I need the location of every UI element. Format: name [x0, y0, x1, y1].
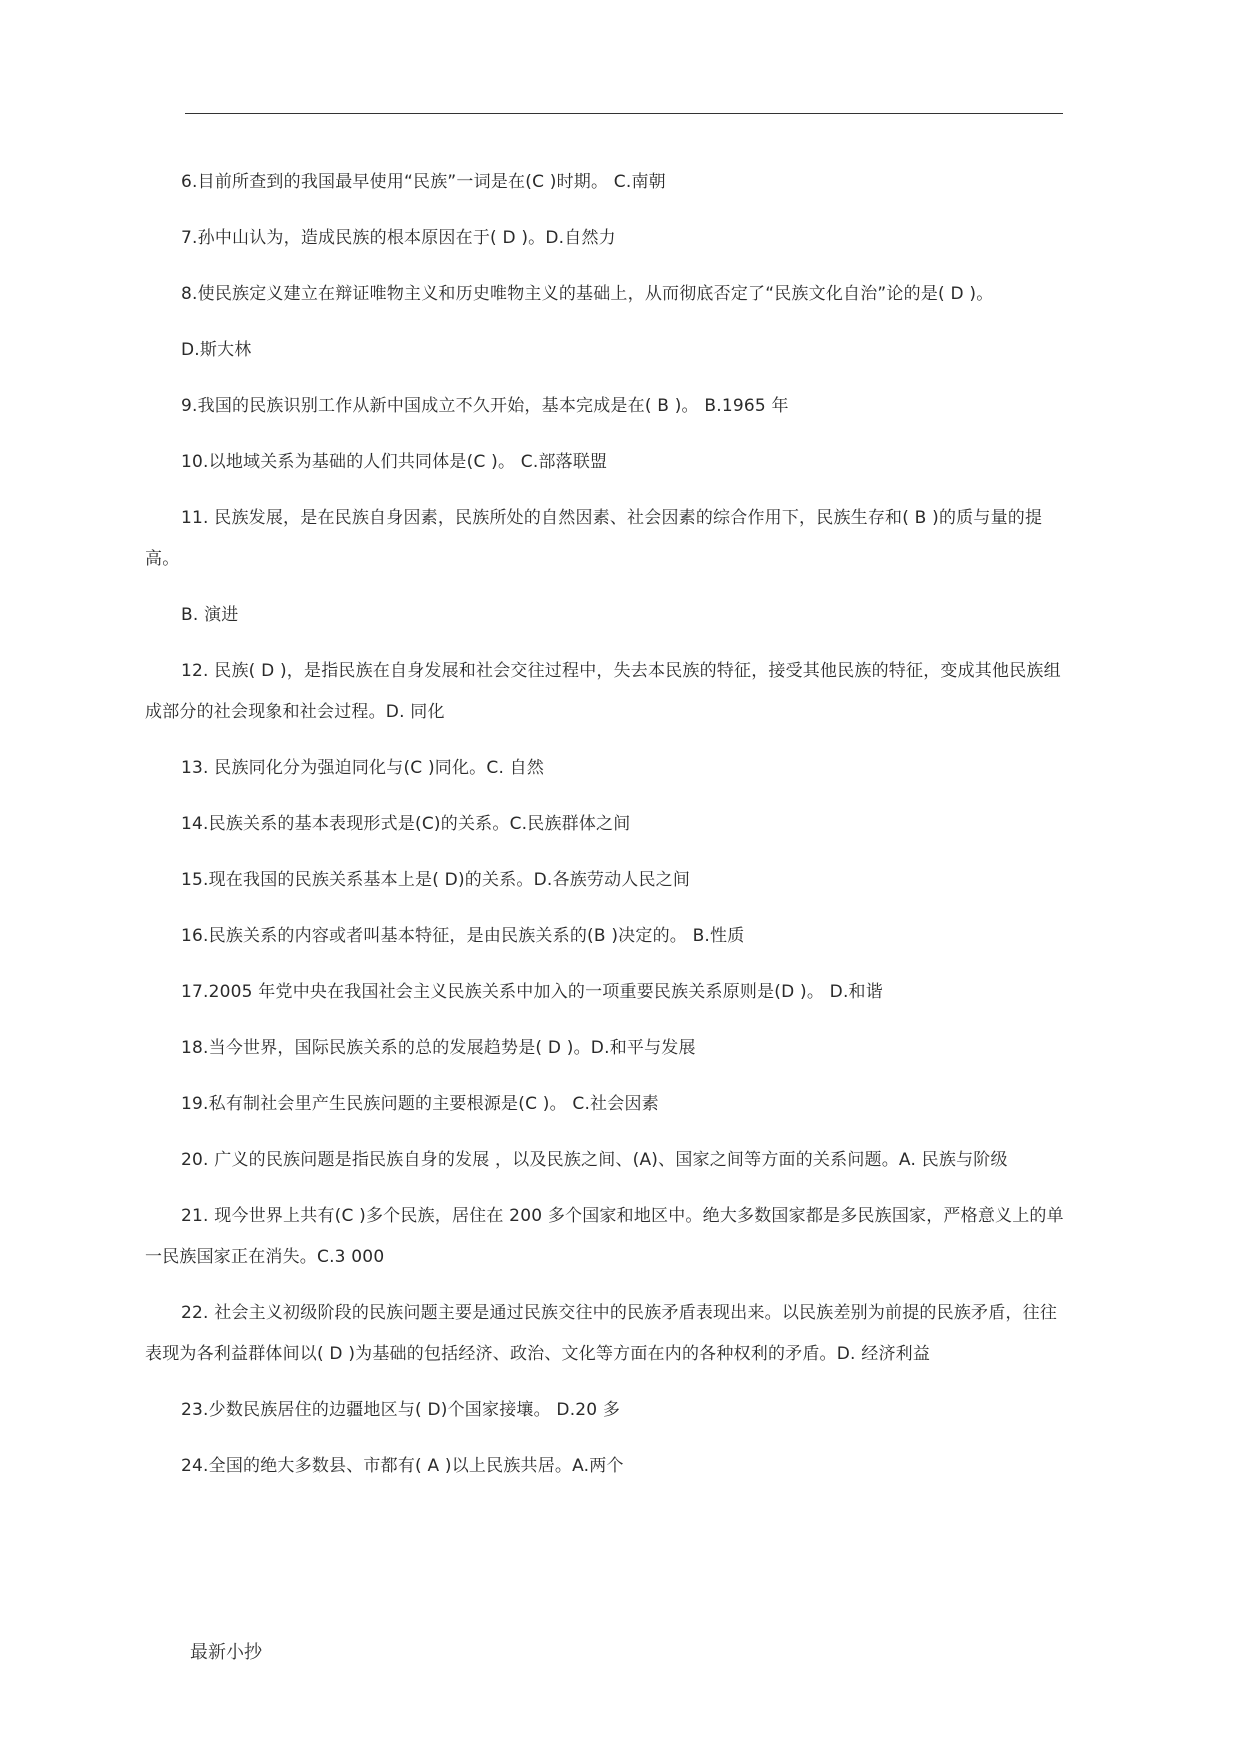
footer-note: 最新小抄: [190, 1642, 262, 1663]
question-9: 9.我国的民族识别工作从新中国成立不久开始，基本完成是在( B )。 B.1965 年: [181, 396, 789, 416]
question-18: 18.当今世界，国际民族关系的总的发展趋势是( D )。D.和平与发展: [181, 1038, 696, 1058]
answer-11: B. 演进: [181, 605, 239, 625]
question-list: [145, 162, 1065, 1502]
question-21: 21. 现今世界上共有(C )多个民族，居住在 200 多个国家和地区中。绝大多数国家都是多民族国家，严格意义上的单一民族国家正在消失。C.3 000: [145, 1206, 1064, 1267]
question-6: 6.目前所查到的我国最早使用“民族”一词是在(C )时期。 C.南朝: [181, 172, 666, 192]
question-23: 23.少数民族居住的边疆地区与( D)个国家接壤。 D.20 多: [181, 1400, 621, 1420]
question-12: 12. 民族( D )，是指民族在自身发展和社会交往过程中，失去本民族的特征，接受其他民族的特征，变成其他民族组成部分的社会现象和社会过程。D. 同化: [145, 661, 1061, 722]
question-10: 10.以地域关系为基础的人们共同体是(C )。 C.部落联盟: [181, 452, 608, 472]
question-16: 16.民族关系的内容或者叫基本特征，是由民族关系的(B )决定的。 B.性质: [181, 926, 745, 946]
question-19: 19.私有制社会里产生民族问题的主要根源是(C )。 C.社会因素: [181, 1094, 659, 1114]
header-rule: [185, 113, 1063, 114]
question-11: 11. 民族发展，是在民族自身因素，民族所处的自然因素、社会因素的综合作用下，民族生存和( B )的质与量的提高。: [145, 508, 1043, 569]
question-22: 22. 社会主义初级阶段的民族问题主要是通过民族交往中的民族矛盾表现出来。以民族差别为前提的民族矛盾，往往表现为各利益群体间以( D )为基础的包括经济、政治、文化等方面在内的各种权利的矛盾。D. 经济利益: [145, 1303, 1058, 1364]
question-8: 8.使民族定义建立在辩证唯物主义和历史唯物主义的基础上，从而彻底否定了“民族文化自治”论的是( D )。: [181, 284, 994, 304]
question-7: 7.孙中山认为，造成民族的根本原因在于( D )。D.自然力: [181, 228, 616, 248]
answer-8: D.斯大林: [181, 340, 252, 360]
question-17: 17.2005 年党中央在我国社会主义民族关系中加入的一项重要民族关系原则是(D )。 D.和谐: [181, 982, 883, 1002]
question-13: 13. 民族同化分为强迫同化与(C )同化。C. 自然: [181, 758, 545, 778]
question-14: 14.民族关系的基本表现形式是(C)的关系。C.民族群体之间: [181, 814, 631, 834]
question-15: 15.现在我国的民族关系基本上是( D)的关系。D.各族劳动人民之间: [181, 870, 691, 890]
question-24: 24.全国的绝大多数县、市都有( A )以上民族共居。A.两个: [181, 1456, 624, 1476]
question-20: 20. 广义的民族问题是指民族自身的发展 ，以及民族之间、(A)、国家之间等方面的关系问题。A. 民族与阶级: [181, 1150, 1008, 1170]
